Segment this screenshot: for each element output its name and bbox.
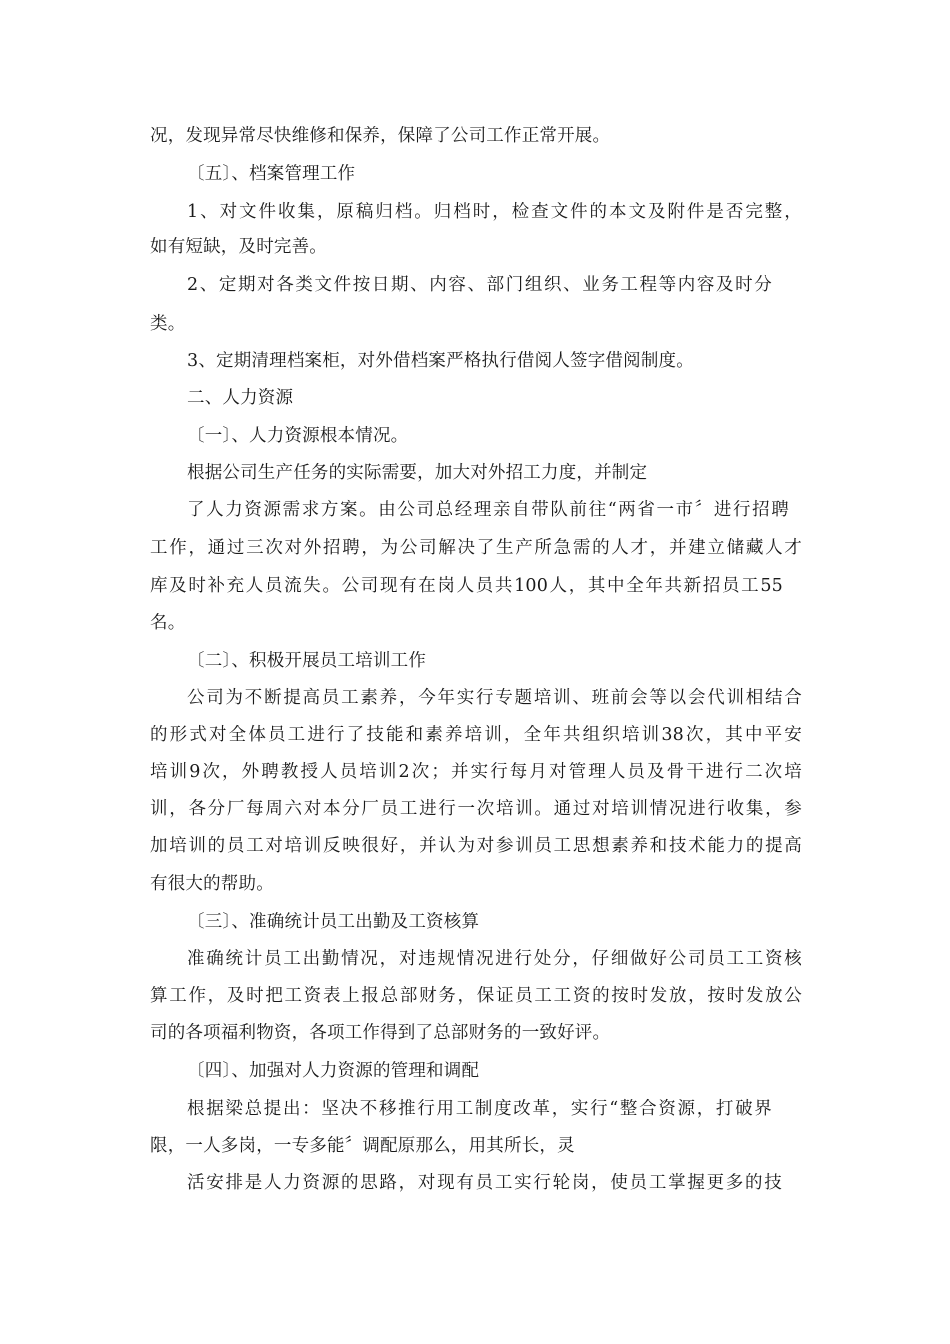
body-text-line: 训，各分厂每周六对本分厂员工进行一次培训。通过对培训情况进行收集，参	[150, 799, 802, 819]
section-heading: 〔三〕、准确统计员工出勤及工资核算	[187, 912, 480, 932]
body-text-line: 司的各项福利物资，各项工作得到了总部财务的一致好评。	[150, 1023, 611, 1043]
body-text-line: 了人力资源需求方案。由公司总经理亲自带队前往“两省一市〞进行招聘	[187, 500, 789, 520]
section-heading: 〔一〕、人力资源根本情况。	[187, 426, 409, 446]
section-heading: 〔四〕、加强对人力资源的管理和调配	[187, 1061, 480, 1081]
body-text-line: 算工作，及时把工资表上报总部财务，保证员工工资的按时发放，按时发放公	[150, 986, 802, 1006]
body-text-line: 的形式对全体员工进行了技能和素养培训，全年共组织培训38次，其中平安	[150, 725, 802, 745]
body-text-line: 类。	[150, 314, 186, 334]
section-heading: 二、人力资源	[187, 388, 294, 408]
body-text-line: 如有短缺，及时完善。	[150, 237, 327, 257]
body-text-line: 况，发现异常尽快维修和保养，保障了公司工作正常开展。	[150, 126, 611, 146]
body-text-line: 1、对文件收集，原稿归档。归档时，检查文件的本文及附件是否完整，	[187, 202, 802, 222]
body-text-line: 工作，通过三次对外招聘，为公司解决了生产所急需的人才，并建立储藏人才	[150, 538, 802, 558]
body-text-line: 公司为不断提高员工素养，今年实行专题培训、班前会等以会代训相结合	[187, 688, 802, 708]
body-text-line: 限，一人多岗，一专多能〞调配原那么，用其所长，灵	[150, 1136, 575, 1156]
section-heading: 〔五〕、档案管理工作	[187, 164, 356, 184]
body-text-line: 库及时补充人员流失。公司现有在岗人员共100人，其中全年共新招员工55	[150, 576, 783, 596]
body-text-line: 根据公司生产任务的实际需要，加大对外招工力度，并制定	[187, 463, 648, 483]
body-text-line: 2、定期对各类文件按日期、内容、部门组织、业务工程等内容及时分	[187, 275, 772, 295]
body-text-line: 准确统计员工出勤情况，对违规情况进行处分，仔细做好公司员工工资核	[187, 949, 802, 969]
body-text-line: 加培训的员工对培训反映很好，并认为对参训员工思想素养和技术能力的提高	[150, 836, 802, 856]
body-text-line: 根据梁总提出：坚决不移推行用工制度改革，实行“整合资源，打破界	[187, 1099, 772, 1119]
body-text-line: 有很大的帮助。	[150, 874, 274, 894]
section-heading: 〔二〕、积极开展员工培训工作	[187, 651, 427, 671]
body-text-line: 名。	[150, 613, 186, 633]
body-text-line: 活安排是人力资源的思路，对现有员工实行轮岗，使员工掌握更多的技	[187, 1173, 782, 1193]
body-text-line: 3、定期清理档案柜，对外借档案严格执行借阅人签字借阅制度。	[187, 351, 694, 371]
body-text-line: 培训9次，外聘教授人员培训2次；并实行每月对管理人员及骨干进行二次培	[150, 762, 802, 782]
